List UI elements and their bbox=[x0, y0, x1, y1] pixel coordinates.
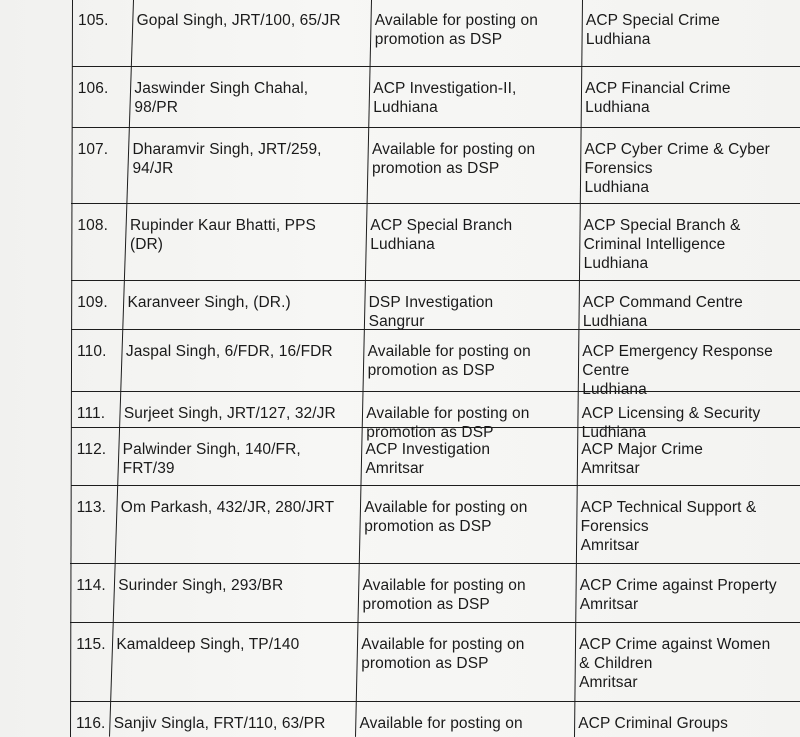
new-posting: ACP Command Centre Ludhiana bbox=[582, 294, 743, 330]
present-posting: ACP Investigation Amritsar bbox=[365, 441, 491, 477]
new-posting: ACP Major Crime Amritsar bbox=[581, 441, 704, 477]
serial-number: 108. bbox=[77, 217, 108, 234]
present-posting: Available for posting on promotion as DSP bbox=[374, 12, 539, 48]
new-posting: ACP Technical Support & Forensics Amritsar bbox=[580, 499, 757, 554]
officer-name: Palwinder Singh, 140/FR, FRT/39 bbox=[122, 441, 301, 477]
new-posting: ACP Financial Crime Ludhiana bbox=[585, 80, 731, 116]
officer-name: Om Parkash, 432/JR, 280/JRT bbox=[120, 499, 335, 516]
present-posting: Available for posting on bbox=[359, 715, 523, 732]
officer-name: Rupinder Kaur Bhatti, PPS (DR) bbox=[129, 217, 316, 253]
new-posting: ACP Emergency Response Centre Ludhiana bbox=[582, 343, 773, 398]
present-posting: ACP Investigation-II, Ludhiana bbox=[373, 80, 517, 116]
row-rule bbox=[72, 66, 800, 67]
column-rule bbox=[109, 0, 134, 737]
present-posting: Available for posting on promotion as DSP bbox=[364, 499, 528, 535]
row-rule bbox=[70, 622, 800, 623]
serial-number: 105. bbox=[77, 12, 109, 29]
row-rule bbox=[70, 563, 800, 564]
row-rule bbox=[71, 280, 800, 281]
officer-name: Surjeet Singh, JRT/127, 32/JR bbox=[123, 405, 336, 422]
serial-number: 113. bbox=[76, 499, 107, 516]
officer-name: Sanjiv Singla, FRT/110, 63/PR bbox=[113, 715, 326, 732]
serial-number: 116. bbox=[76, 715, 106, 732]
officer-name: Jaspal Singh, 6/FDR, 16/FDR bbox=[125, 343, 333, 360]
present-posting: Available for posting on promotion as DSP bbox=[361, 636, 525, 672]
row-rule bbox=[71, 485, 800, 486]
officer-name: Kamaldeep Singh, TP/140 bbox=[116, 636, 300, 653]
officer-name: Dharamvir Singh, JRT/259, 94/JR bbox=[132, 141, 322, 177]
serial-number: 115. bbox=[76, 636, 106, 653]
new-posting: ACP Crime against Property Amritsar bbox=[579, 577, 777, 613]
row-rule bbox=[71, 203, 800, 204]
officer-name: Gopal Singh, JRT/100, 65/JR bbox=[136, 12, 341, 29]
serial-number: 112. bbox=[76, 441, 107, 458]
serial-number: 110. bbox=[77, 343, 107, 360]
present-posting: Available for posting on promotion as DSP bbox=[371, 141, 536, 177]
serial-number: 114. bbox=[76, 577, 106, 594]
new-posting: ACP Crime against Women & Children Amritsar bbox=[579, 636, 771, 691]
row-rule bbox=[70, 701, 800, 702]
officer-name: Karanveer Singh, (DR.) bbox=[127, 294, 291, 311]
column-rule bbox=[70, 0, 73, 737]
new-posting: ACP Cyber Crime & Cyber Forensics Ludhiana bbox=[584, 141, 770, 196]
serial-number: 107. bbox=[77, 141, 109, 158]
serial-number: 111. bbox=[76, 405, 106, 422]
present-posting: DSP Investigation Sangrur bbox=[368, 294, 494, 330]
new-posting: ACP Criminal Groups bbox=[578, 715, 729, 732]
officer-name: Jaswinder Singh Chahal, 98/PR bbox=[134, 80, 309, 116]
serial-number: 106. bbox=[77, 80, 109, 97]
present-posting: Available for posting on promotion as DSP bbox=[367, 343, 531, 379]
present-posting: Available for posting on promotion as DSP bbox=[366, 405, 530, 441]
present-posting: Available for posting on promotion as DSP bbox=[362, 577, 526, 613]
present-posting: ACP Special Branch Ludhiana bbox=[370, 217, 513, 253]
new-posting: ACP Special Branch & Criminal Intelligence Ludhiana bbox=[583, 217, 741, 272]
new-posting: ACP Special Crime Ludhiana bbox=[585, 12, 720, 48]
serial-number: 109. bbox=[77, 294, 108, 311]
new-posting: ACP Licensing & Security Ludhiana bbox=[581, 405, 761, 441]
officer-name: Surinder Singh, 293/BR bbox=[118, 577, 284, 594]
row-rule bbox=[72, 127, 800, 128]
